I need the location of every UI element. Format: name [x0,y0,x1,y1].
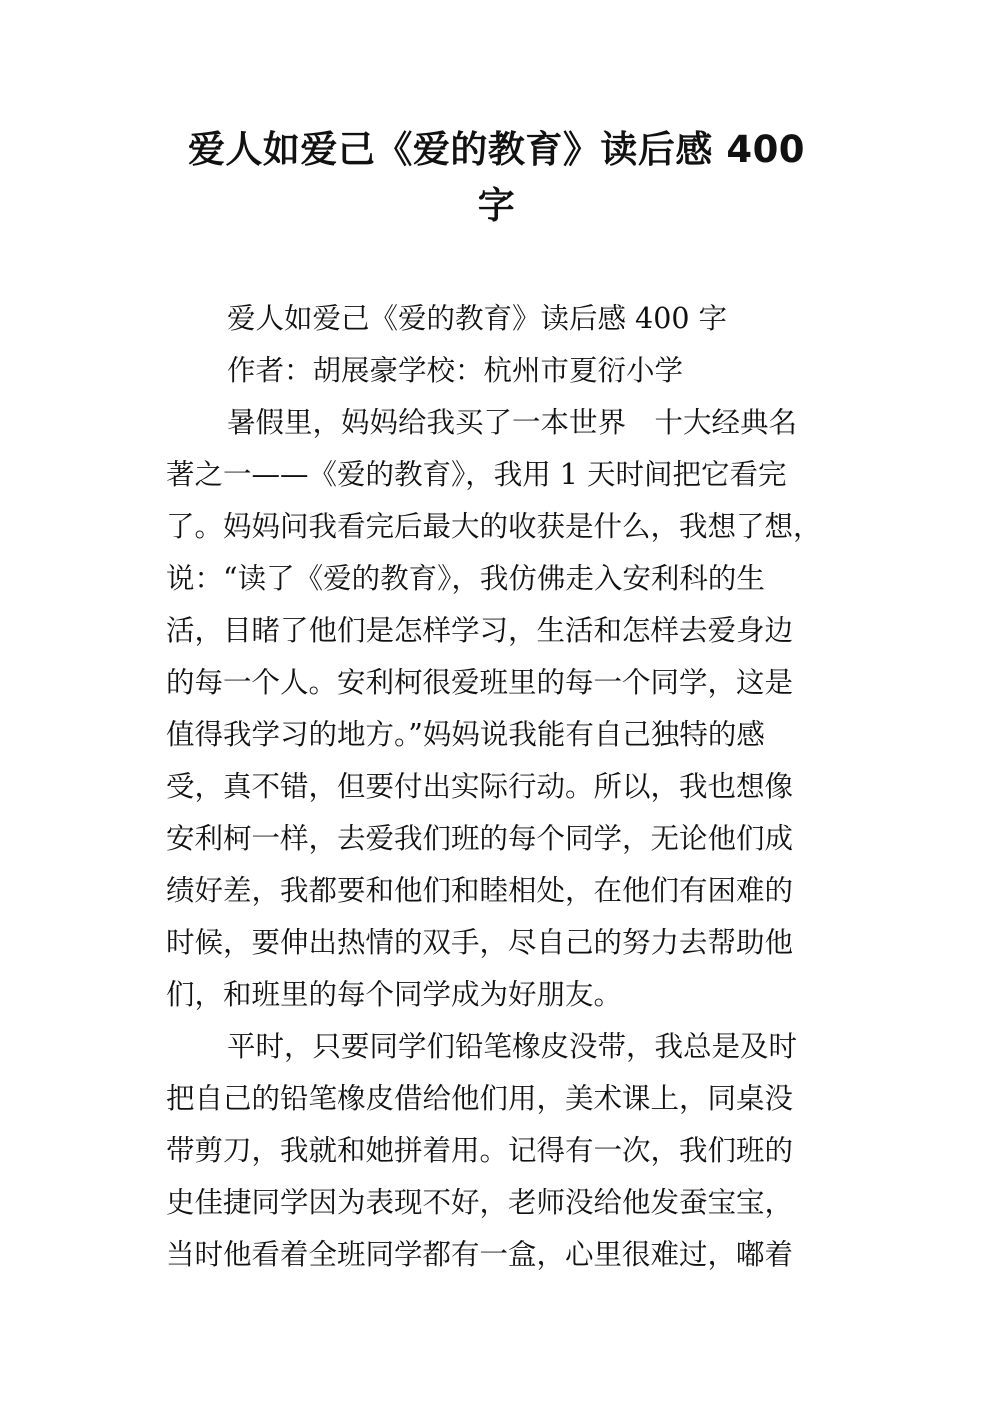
paragraph-line: 值得我学习的地方。”妈妈说我能有自己独特的感 [166,718,765,751]
paragraph-line: 受，真不错，但要付出实际行动。所以，我也想像 [166,770,794,803]
paragraph-line: 们，和班里的每个同学成为好朋友。 [166,978,623,1011]
paragraph-line: 说：“读了《爱的教育》，我仿佛走入安利科的生 [166,562,765,595]
paragraph-line: 史佳捷同学因为表现不好，老师没给他发蚕宝宝， [166,1186,794,1219]
paragraph-line: 安利柯一样，去爱我们班的每个同学，无论他们成 [166,822,794,855]
author-line: 作者：胡展豪学校：杭州市夏衍小学 [227,354,684,387]
paragraph-line: 暑假里，妈妈给我买了一本世界 十大经典名 [227,406,798,439]
document-body [166,293,828,1281]
paragraph-line: 绩好差，我都要和他们和睦相处，在他们有困难的 [166,874,794,907]
paragraph-line: 了。妈妈问我看完后最大的收获是什么，我想了想， [166,510,822,543]
title-line: 字 [477,184,516,227]
paragraph-line: 当时他看着全班同学都有一盒，心里很难过，嘟着 [166,1238,794,1271]
paragraph-line: 著之一——《爱的教育》，我用 1 天时间把它看完 [166,458,787,491]
document-title [160,122,833,234]
paragraph-line: 把自己的铅笔橡皮借给他们用，美术课上，同桌没 [166,1082,794,1115]
paragraph-line: 带剪刀，我就和她拼着用。记得有一次，我们班的 [166,1134,794,1167]
paragraph-line: 时候，要伸出热情的双手，尽自己的努力去帮助他 [166,926,794,959]
paragraph-line: 活，目睹了他们是怎样学习，生活和怎样去爱身边 [166,614,794,647]
paragraph-line: 的每一个人。安利柯很爱班里的每一个同学，这是 [166,666,794,699]
title-line: 爱人如爱己《爱的教育》读后感 400 [187,128,806,171]
subtitle-line: 爱人如爱己《爱的教育》读后感 400 字 [227,302,728,335]
paragraph-line: 平时，只要同学们铅笔橡皮没带，我总是及时 [227,1030,798,1063]
